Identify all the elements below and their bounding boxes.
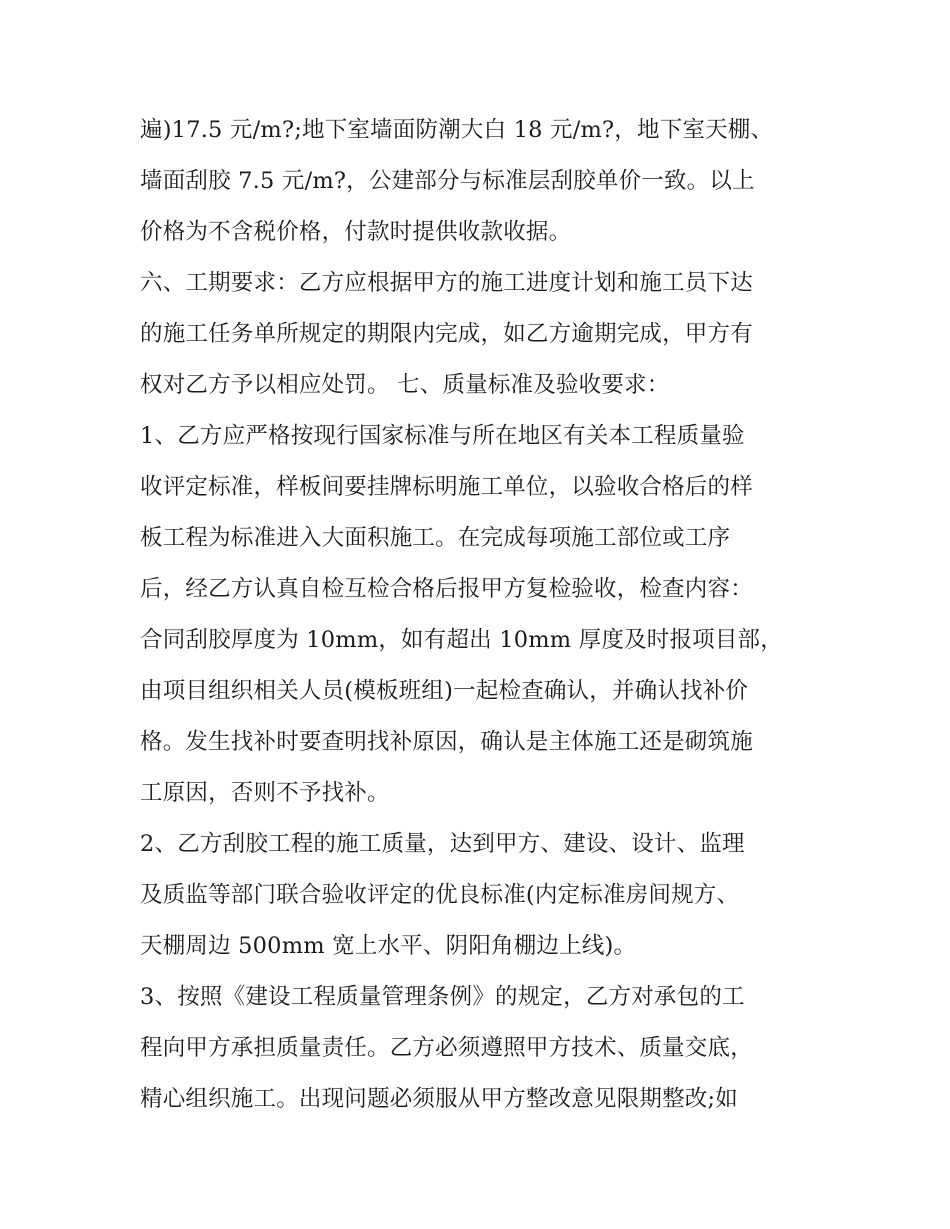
text-line: 格。发生找补时要查明找补原因，确认是主体施工还是砌筑施 [140,729,753,755]
text-line: 价格为不含税价格，付款时提供收款收据。 [140,219,572,245]
text-line: 精心组织施工。出现问题必须服从甲方整改意见限期整改;如 [140,1086,738,1112]
text-line: 的施工任务单所规定的期限内完成，如乙方逾期完成，甲方有 [140,321,753,347]
section-heading-line: 六、工期要求：乙方应根据甲方的施工进度计划和施工员下达 [140,270,753,296]
text-line: 合同刮胶厚度为 10mm，如有超出 10mm 厚度及时报项目部， [140,627,783,653]
text-line: 墙面刮胶 7.5 元/m?，公建部分与标准层刮胶单价一致。以上 [140,168,755,194]
text-line: 遍)17.5 元/m?;地下室墙面防潮大白 18 元/m?，地下室天棚、 [140,117,774,143]
text-line: 程向甲方承担质量责任。乙方必须遵照甲方技术、质量交底， [140,1035,753,1061]
list-item-line: 2、乙方刮胶工程的施工质量，达到甲方、建设、设计、监理 [140,831,745,857]
text-line: 工原因，否则不予找补。 [140,780,390,806]
text-line: 由项目组织相关人员(模板班组)一起检查确认，并确认找补价 [140,678,749,704]
text-line: 后，经乙方认真自检互检合格后报甲方复检验收，检查内容： [140,576,753,602]
text-line: 收评定标准，样板间要挂牌标明施工单位，以验收合格后的样 [140,474,753,500]
list-item-line: 3、按照《建设工程质量管理条例》的规定，乙方对承包的工 [140,984,745,1010]
text-line: 及质监等部门联合验收评定的优良标准(内定标准房间规方、 [140,882,740,908]
document-body [140,105,820,1125]
text-line: 权对乙方予以相应处罚。 七、质量标准及验收要求： [140,372,670,398]
text-line: 板工程为标准进入大面积施工。在完成每项施工部位或工序 [140,525,731,551]
text-line: 天棚周边 500mm 宽上水平、阴阳角棚边上线)。 [140,933,637,959]
list-item-line: 1、乙方应严格按现行国家标准与所在地区有关本工程质量验 [140,423,745,449]
